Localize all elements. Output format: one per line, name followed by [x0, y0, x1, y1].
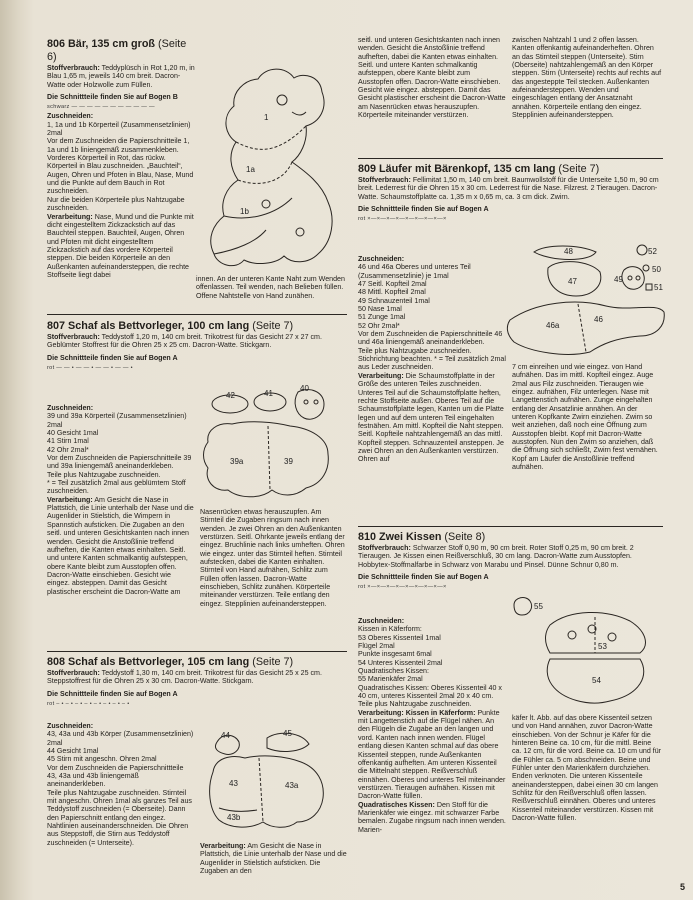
section-809-zuschneiden-label: Zuschneiden: [358, 255, 405, 263]
column-3-top: seitl. und unteren Gesichtskanten nach innen wenden. Gesicht die Anstoßlinie treffend aufheften, dabei die Kanten etwas einhalten. Seitl. und untere Kanten schmalkantig aufsteppen, obere Kante bleibt zum Ausstopfen offen. Dacron-Watte einschieben. Gesicht wie eingez. absteppen. Damit das Gesicht plastischer erscheint die Dacron-Watte am Nasenrücken etwas herauszupfen. Körperteile miteinander verstürzen. [358, 36, 506, 120]
sheep-808-label-44: 44 [221, 731, 230, 740]
section-806-zuschneiden: 1, 1a und 1b Körperteil (Zusammensetzlinien) 2mal Vor dem Zuschneiden die Papierschnitteile 1, 1a und 1b liniengemäß zusammenkleben. Vorderes Körperteil in Rot, das rückw. Körperteil in Blau zuschneiden. „Bauchteil“, Augen, Ohren und Pfoten in Blau, Nase, Mund und die Punkte auf dem Bauch in Rot zuschneiden. Nur die beiden Körperteile plus Nahtzugabe zuschneiden. [47, 120, 194, 213]
section-810-zuschneiden-label: Zuschneiden: [358, 617, 405, 625]
column-1 [47, 36, 195, 279]
runner-label-46: 46 [594, 315, 603, 324]
sheep-807-label-40: 40 [300, 384, 309, 393]
divider-809-810 [358, 526, 663, 527]
runner-label-47: 47 [568, 277, 577, 286]
bear-label-1b: 1b [240, 207, 249, 216]
runner-label-52: 52 [648, 247, 657, 256]
section-810-zuschneiden: Kissen in Käferform: 53 Oberes Kissenteil 1mal Flügel 2mal Punkte insgesamt 6mal 54 Unteres Kissenteil 2mal Quadratisches Kissen: 55 Marienkäfer 2mal Quadratisches Kissen: Oberes Kissenteil 40 x 40 cm, unteres Kissenteil 2mal 20 x 40 cm. Teile plus Nahtzugabe zuschneiden. [358, 625, 502, 709]
section-808-continued [200, 842, 347, 875]
section-807 [47, 318, 347, 373]
section-808-zuschneiden: 43, 43a und 43b Körper (Zusammensetzlinien) 2mal 44 Gesicht 1mal 45 Stirn mit angeschn. Ohren 2mal Vor dem Zuschneiden die Papierschnittteile 43, 43a und 43b liniengemäß aneinanderkleben. Teile plus Nahtzugabe zuschneiden. Stirnteil mit angeschn. Ohren 1mal als ganzes Teil aus Teddystoff zuschneiden (= Oberseite). Dann den Papierschnitt entlang den eingez. Nahtlinien auseinanderschneiden. Die Ohren aus Steppstoff, die Stirn aus Teddystoff zuschneiden (= Unterseite). [47, 730, 194, 847]
section-809-zuschneiden: 46 und 46a Oberes und unteres Teil (Zusammensetzlinie) je 1mal 47 Seitl. Kopfteil 2mal 48 Mittl. Kopfteil 2mal 49 Schnauzenteil 1mal 50 Nase 1mal 51 Zunge 1mal 52 Ohr 2mal* Vor dem Zuschneiden die Papierschnitteile 46 und 46a liniengemäß aneinanderkleben. Teile plus Nahtzugabe zuschneiden. Stichrichtung beachten. * = Teil zusätzlich 2mal aus Leder zuschneiden. [358, 263, 506, 372]
bear-label-1: 1 [264, 113, 269, 122]
section-808-zuschneiden-label: Zuschneiden: [47, 722, 94, 730]
cushion-pattern-figure [510, 595, 665, 710]
sheep-808-pattern-figure [205, 728, 350, 832]
section-808 [47, 654, 347, 709]
section-809-stoff: Stoffverbrauch: Fellimitat 1,50 m, 140 cm breit. Baumwollstoff für die Unterseite 1,50 m, 90 cm breit. Lederrest für die Ohren 15 x 30 cm. Lederrest für die Nase. Filzrest. 2 Tieraugen. Dacron-Watte. Schaumstoffplatte ca. 1,35 m x 0,65 m, ca. 3 cm dick. Zwirn. [358, 176, 659, 201]
divider-807-808 [47, 651, 347, 652]
section-808-line-key: rot ‒ • ‒ • ‒ • ‒ • ‒ • ‒ • ‒ • ‒ • [47, 701, 130, 708]
runner-label-48: 48 [564, 247, 573, 256]
sheep-808-label-43b: 43b [227, 813, 241, 822]
section-809 [358, 161, 663, 224]
section-806-continued: innen. An der unteren Kante Naht zum Wenden offenlassen. Teil wenden, nach Belieben füllen. Offene Nahtstelle von Hand zunähen. [196, 275, 345, 300]
sheep-807-label-41: 41 [264, 389, 273, 398]
runner-label-46a: 46a [546, 321, 560, 330]
section-807-stoff: Stoffverbrauch: Teddystoff 1,20 m, 140 cm breit. Trikotrest für das Gesicht 27 x 27 cm. Geblümter Stoffrest für die Ohren 25 x 25 cm. Dacron-Watte. Stickgarn. [47, 333, 322, 350]
sheep-807-label-39: 39 [284, 457, 293, 466]
section-806-line-key: schwarz — — — — — — — — — — — [47, 104, 155, 111]
section-807-zuschneiden: 39 und 39a Körperteil (Zusammensetzlinien) 2mal 40 Gesicht 1mal 41 Stirn 1mal 42 Ohr 2mal* Vor dem Zuschneiden die Papierschnitteile 39 und 39a liniengemäß aneinanderkleben. Teile plus Nahtzugabe zuschneiden. * = Teil zusätzlich 2mal aus geblümtem Stoff zuschneiden. [47, 412, 192, 496]
section-810-line-key: rot ×—×—×—×—×—×—×—×—× [358, 584, 447, 591]
divider-808-809 [358, 158, 663, 159]
runner-label-50: 50 [652, 265, 661, 274]
cushion-label-55: 55 [534, 602, 543, 611]
section-807-body [47, 404, 195, 596]
runner-pattern-figure [506, 240, 666, 360]
section-810-body [358, 617, 506, 834]
section-806-bogen: Die Schnittteile finden Sie auf Bogen B [47, 93, 178, 102]
section-808-stoff: Stoffverbrauch: Teddystoff 1,30 m, 140 cm breit. Trikotrest für das Gesicht 25 x 25 cm. Steppstoffrest für die Ohren 25 x 30 cm. Dacron-Watte. Stickgarn. [47, 669, 322, 686]
section-807-title: 807 Schaf als Bettvorleger, 100 cm lang (Seite 7) [47, 320, 294, 332]
sheep-808-label-43a: 43a [285, 781, 299, 790]
section-810-stoff: Stoffverbrauch: Schwarzer Stoff 0,90 m, 90 cm breit. Roter Stoff 0,25 m, 90 cm breit. 2 Tieraugen. Je Kissen einen Reißverschluß, 30 cm lang. Dacron-Watte zum Ausstopfen. Hobbytex-Stoffmalfarbe in Schwarz von Marabu und Pinsel. Dünne Schnur 0,80 m. [358, 544, 634, 569]
column-4-top: zwischen Nahtzahl 1 und 2 offen lassen. Kanten offenkantig aufeinanderheften. Ohren an das Stirnteil steppen (Unterseite). Stirn (Oberseite) nahtzahlengemäß an den Körper steppen. Stirn (Unterseite) rechts auf rechts auf das angesteppte Teil stecken. Außenkanten aufeinandersteppen. Wenden und eingeschlagen entlang der Ansatznaht annähen. Körperteile entlang den eingez. Stepplinien aufeinandersteppen. [512, 36, 662, 120]
sheep-807-label-42: 42 [226, 391, 235, 400]
sheep-807-pattern-figure [198, 382, 348, 504]
section-809-continued: 7 cm einreihen und wie eingez. von Hand aufnähen. Das im mittl. Kopfteil eingez. Auge 2mal aus Filz zuschneiden. Tieraugen wie eingez. aufnähen, Filz unterlegen. Nase mit Langettenstich aufnähen. Zunge eingehalten entlang der Ansatzlinie annähen. An der unteren Kopfkante Zwirn einziehen. Zwirn so weit anziehen, daß noch eine Öffnung zum Ausstopfen bleibt. Kopf mit Dacron-Watte ausstopfen. Nun den Zwirn so anziehen, daß die Öffnung sich schließt, Zwirn fest vernähen. Kopf am Läufer die Anstoßlinie treffend aufnähen. [512, 363, 658, 472]
section-809-bogen: Die Schnittteile finden Sie auf Bogen A [358, 205, 489, 214]
section-807-zuschneiden-label: Zuschneiden: [47, 404, 94, 412]
section-807-line-key: rot — — • — — • — — • — — • [47, 365, 133, 372]
section-808-title: 808 Schaf als Bettvorleger, 105 cm lang (Seite 7) [47, 656, 294, 668]
sheep-808-label-45: 45 [283, 729, 292, 738]
section-808-bogen: Die Schnittteile finden Sie auf Bogen A [47, 689, 178, 698]
runner-label-51: 51 [654, 283, 663, 292]
section-810-continued: käfer lt. Abb. auf das obere Kissenteil setzen und von Hand annähen, zuvor Dacron-Watte einschieben. Von der Schnur je Käfer für die hinteren Beine ca. 10 cm, für die mittl. Beine ca. 12 cm, für die vord. Beine ca. 10 cm und für die Fühler ca. 5 cm abschneiden. Beine und Fühler unter den Marienkäfern durchziehen. Enden verknoten. Die unteren Kissenteile aneinandersteppen, dabei einen 30 cm langen Schlitz für den Reißverschluß offen lassen. Reißverschluß einnähen. Oberes und unteres Kissenteil miteinander verstürzen. Kissen mit Dacron-Watte füllen. [512, 714, 662, 823]
section-807-continued: Nasenrücken etwas herauszupfen. Am Stirnteil die Zugaben ringsum nach innen wenden. Je zwei Ohren an den Außenkanten verstürzen. Seitl. Ohrkante jeweils entlang der eingez. Bruchlinie nach links umheften. Ohren wie eingez. unter das Stirnteil heften. Stirnteil aufstecken, dabei die Kanten einhalten. Stirnteil von Hand aufnähen, Schlitz zum Füllen offen lassen. Dacron-Watte einschieben, Schlitz zunähen. Körperteile miteinander verstürzen. Teile entlang den eingez. Stepplinien aufeinandersteppen. [200, 508, 345, 608]
section-809-body [358, 255, 506, 464]
section-808-verarbeitung: Verarbeitung: Am Gesicht die Nase in Plattstich, die Linie unterhalb der Nase und die Augenlider in Stielstich aufsticken. Die Zugaben an den [200, 842, 347, 876]
bear-pattern-figure [196, 64, 346, 274]
section-807-bogen: Die Schnittteile finden Sie auf Bogen A [47, 353, 178, 362]
sheep-808-label-43: 43 [229, 779, 238, 788]
section-806-verarbeitung: Verarbeitung: Nase, Mund und die Punkte mit dicht eingestelltem Zickzackstich auf das Bauchteil steppen. Bauchteil, Augen, Ohren und Pfoten mit dicht eingestelltem Zickzackstich auf das vordere Körperteil steppen. Die beiden Körperteile an den Außenkanten aufeinandersteppen, die rechte Stoffseite liegt dabei [47, 212, 194, 279]
sheep-807-label-39a: 39a [230, 457, 244, 466]
section-809-verarbeitung: Verarbeitung: Die Schaumstoffplatte in der Größe des unteren Teiles zuschneiden. Unteres Teil auf die Schaumstoffplatte heften, rechte Stoffseite außen. Oberes Teil auf die Schaumstoffplatte legen, Kanten um die Platte legen und auf dem unteren Teil eingehalten festnähen. Am mittl. Kopfteil die Naht steppen. Seitl. Kopfteile nahtzahlengemäß an das mittl. Kopfteil steppen. Schnauzenteil ansteppen. Je zwei Ohren an den Außenkanten verstürzen. Ohren auf [358, 371, 504, 464]
runner-label-49: 49 [614, 275, 623, 284]
section-810-bogen: Die Schnittteile finden Sie auf Bogen A [358, 573, 489, 582]
bear-label-1a: 1a [246, 165, 255, 174]
section-809-title: 809 Läufer mit Bärenkopf, 135 cm lang (Seite 7) [358, 163, 600, 175]
section-809-line-key: rot ×—×—×—×—×—×—×—×—× [358, 216, 447, 223]
section-810-title: 810 Zwei Kissen (Seite 8) [358, 531, 486, 543]
section-810-verarbeitung: Verarbeitung: Kissen in Käferform: Punkte mit Langettenstich auf die Flügel nähen. An den Flügeln die Zugabe an den langen und vord. Kanten nach innen wenden. Flügel entlang diesen Kanten schmal auf das obere Kissenteil steppen, runde Außenkanten offenkantig aufheften. Am unteren Kissenteil die Mittelnaht steppen. Reißverschluß einnähen. Oberes und unteres Teil miteinander verstürzen. Tieraugen aufnähen. Kissen mit Dacron-Watte füllen. [358, 708, 506, 801]
cushion-label-54: 54 [592, 676, 601, 685]
page-number: 5 [679, 882, 685, 892]
section-810 [358, 529, 663, 592]
cushion-label-53: 53 [598, 642, 607, 651]
section-806-zuschneiden-label: Zuschneiden: [47, 112, 94, 121]
section-808-body [47, 722, 195, 847]
divider-806-807 [47, 314, 347, 315]
section-806-title: 806 Bär, 135 cm groß (Seite 6) [47, 38, 187, 63]
section-810-quadratisch: Quadratisches Kissen: Den Stoff für die Marienkäfer wie eingez. mit schwarzer Farbe bemalen. Zugabe ringsum nach innen wenden. Marien- [358, 800, 506, 834]
section-807-verarbeitung: Verarbeitung: Am Gesicht die Nase in Plattstich, die Linie unterhalb der Nase und die Augenlider in Stielstich, die Wimpern in Spannstich aufsticken. Die Zugaben an den seitl. und unteren Gesichtskanten nach innen wenden. Gesicht die Anstoßlinie treffend aufheften, die Kanten etwas einhalten. Seitl. und untere Kanten schmalkantig aufsteppen, obere Kante bleibt zum Ausstopfen offen. Dacron-Watte einschieben. Gesicht wie eingez. absteppen. Damit das Gesicht plastischer erscheint die Dacron-Watte am [47, 495, 194, 596]
section-806-stoff: Stoffverbrauch: Teddyplüsch in Rot 1,20 m, in Blau 1,65 m, jeweils 140 cm breit. Dacron-Watte oder Holzwolle zum Füllen. [47, 64, 195, 89]
